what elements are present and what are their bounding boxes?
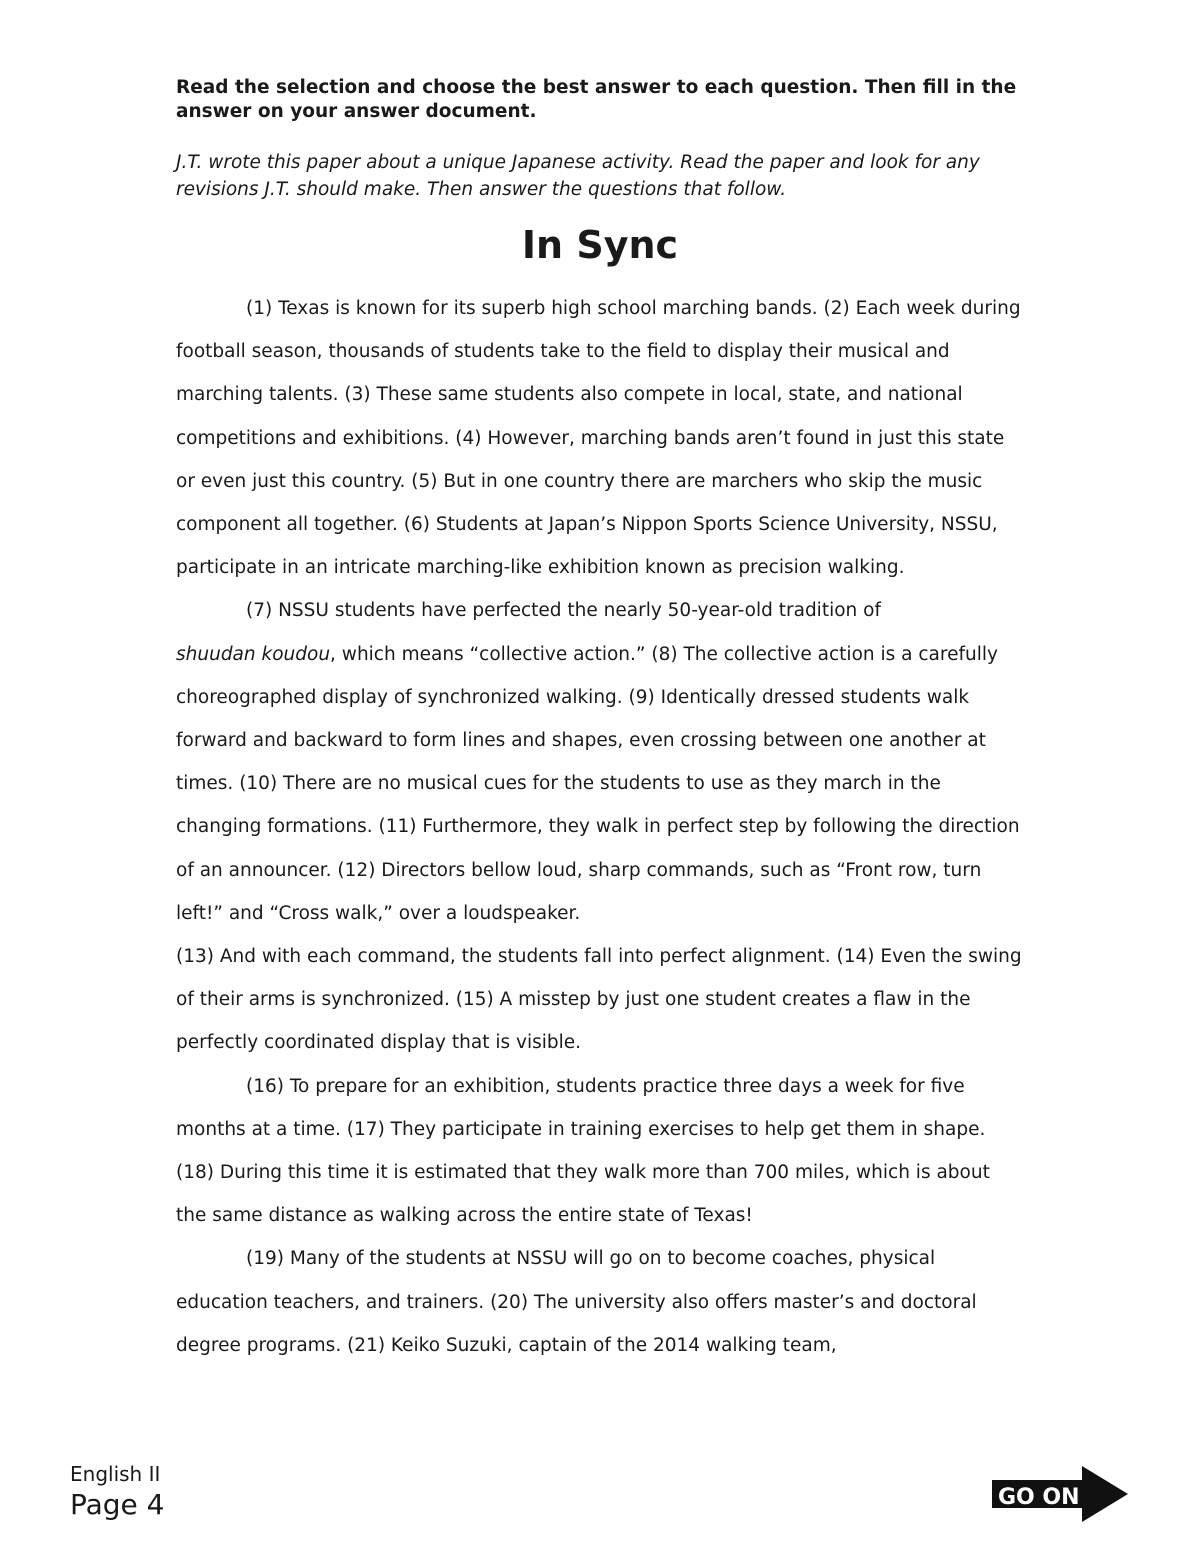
paragraph-2	[176, 589, 1026, 935]
passage-body	[176, 287, 1026, 1367]
paragraph-2-italic-term: shuudan koudou	[176, 643, 331, 665]
footer-subject: English II	[70, 1462, 161, 1486]
go-on-label: GO ON	[998, 1485, 1080, 1510]
go-on-indicator	[990, 1466, 1130, 1522]
instructions: Read the selection and choose the best answer to each question. Then fill in the answer on your answer document.	[176, 77, 1017, 122]
intro-note: J.T. wrote this paper about a unique Japanese activity. Read the paper and look for any revisions J.T. should make. Then answer the questions that follow.	[176, 152, 980, 200]
passage-title: In Sync	[521, 223, 679, 267]
paragraph-2-rest: , which means “collective action.” (8) The collective action is a carefully choreographed display of synchronized walking. (9) Identically dressed students walk forward and backward to form lines and shapes, even crossing between one another at times. (10) There are no musical cues for the students to use as they march in the changing formations. (11) Furthermore, they walk in perfect step by following the direction of an announcer. (12) Directors bellow loud, sharp commands, such as “Front row, turn left!” and “Cross walk,” over a loudspeaker.	[176, 643, 1020, 924]
page-number: Page 4	[70, 1488, 165, 1521]
paragraph-3: (13) And with each command, the students fall into perfect alignment. (14) Even the swing of their arms is synchronized. (15) A misstep by just one student creates a flaw in the perfectly coordinated display that is visible.	[176, 946, 1022, 1054]
paragraph-5: (19) Many of the students at NSSU will go on to become coaches, physical education teachers, and trainers. (20) The university also offers master’s and doctoral degree programs. (21) Keiko Suzuki, captain of the 2014 walking team,	[176, 1248, 977, 1356]
right-arrow-icon	[990, 1466, 1130, 1522]
paragraph-2-start: (7) NSSU students have perfected the nearly 50-year-old tradition of	[246, 600, 881, 622]
paragraph-1: (1) Texas is known for its superb high school marching bands. (2) Each week during football season, thousands of students take to the field to display their musical and marching talents. (3) These same students also compete in local, state, and national competitions and exhibitions. (4) However, marching bands aren’t found in just this state or even just this country. (5) But in one country there are marchers who skip the music component all together. (6) Students at Japan’s Nippon Sports Science University, NSSU, participate in an intricate marching-like exhibition known as precision walking.	[176, 298, 1021, 579]
paragraph-4: (16) To prepare for an exhibition, students practice three days a week for five months at a time. (17) They participate in training exercises to help get them in shape. (18) During this time it is estimated that they walk more than 700 miles, which is about the same distance as walking across the entire state of Texas!	[176, 1075, 990, 1227]
